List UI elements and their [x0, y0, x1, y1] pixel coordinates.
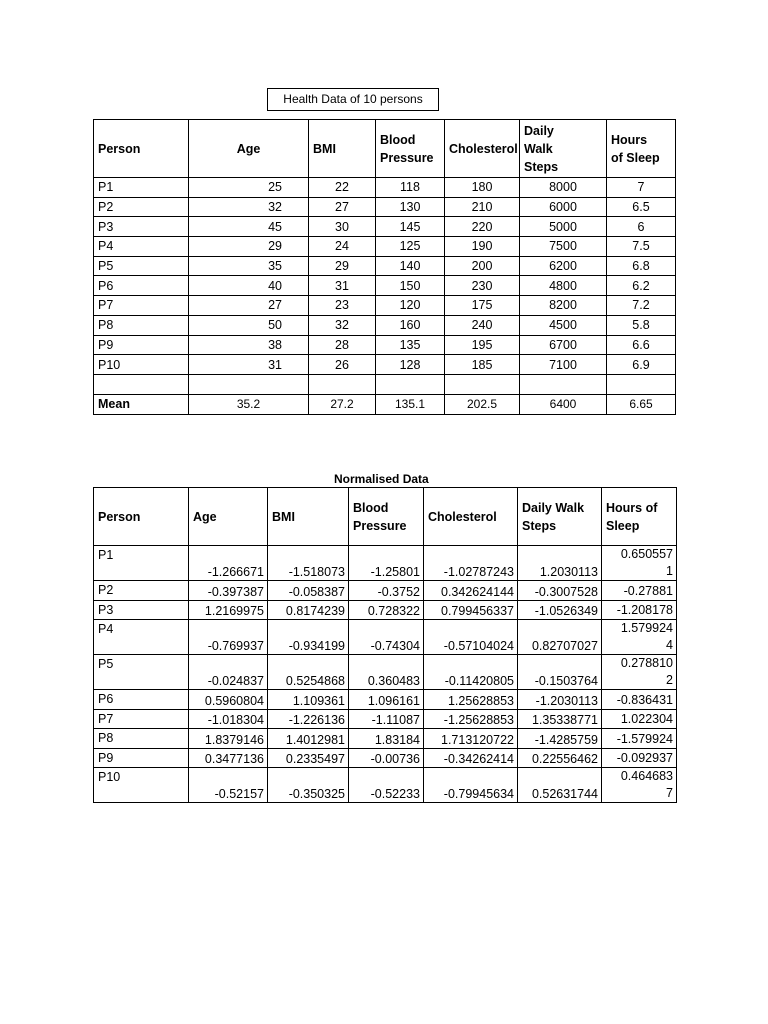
cell-hours-of-sleep: 1.579924 4: [602, 620, 677, 655]
cell-cholesterol: -1.25628853: [424, 709, 518, 729]
cell-bmi: 1.109361: [268, 690, 349, 710]
cell-cholesterol: 1.25628853: [424, 690, 518, 710]
cell-hours-of-sleep: 7.2: [607, 296, 676, 316]
table-row: [94, 178, 676, 198]
cell-daily-walk-steps: 1.35338771: [518, 709, 602, 729]
cell-age: -0.024837: [189, 655, 268, 690]
cell-person: P1: [94, 178, 189, 198]
cell-age: 50: [189, 315, 309, 335]
cell-bmi: 0.5254868: [268, 655, 349, 690]
cell-blood-pressure: 0.728322: [349, 600, 424, 620]
header-person: Person: [94, 488, 189, 546]
cell-daily-walk-steps: 8200: [520, 296, 607, 316]
cell-daily-walk-steps: 0.52631744: [518, 768, 602, 803]
cell-cholesterol: 230: [445, 276, 520, 296]
cell-hours-of-sleep: -1.579924: [602, 729, 677, 749]
cell-cholesterol: 190: [445, 237, 520, 257]
header-cholesterol: Cholesterol: [424, 488, 518, 546]
cell-age: 35: [189, 256, 309, 276]
cell-hours-of-sleep: 0.464683 7: [602, 768, 677, 803]
table-row: [94, 729, 677, 749]
cell-bmi: 1.4012981: [268, 729, 349, 749]
mean-cholesterol: 202.5: [445, 394, 520, 414]
table-row: [94, 355, 676, 375]
cell-daily-walk-steps: -0.1503764: [518, 655, 602, 690]
cell-bmi: 24: [309, 237, 376, 257]
header-cholesterol: Cholesterol: [445, 120, 520, 178]
cell-cholesterol: 220: [445, 217, 520, 237]
cell-person: P10: [94, 355, 189, 375]
cell-blood-pressure: -0.52233: [349, 768, 424, 803]
cell-person: P8: [94, 315, 189, 335]
table-row: [94, 709, 677, 729]
health-header-row: [94, 120, 676, 178]
cell-bmi: -0.350325: [268, 768, 349, 803]
cell-bmi: 32: [309, 315, 376, 335]
cell-daily-walk-steps: 5000: [520, 217, 607, 237]
cell-hours-of-sleep: 6.5: [607, 197, 676, 217]
cell-daily-walk-steps: 0.82707027: [518, 620, 602, 655]
cell-person: P2: [94, 197, 189, 217]
table-row: [94, 217, 676, 237]
cell-age: -1.266671: [189, 546, 268, 581]
normalised-data-table: [93, 487, 677, 803]
cell-hours-of-sleep: 7.5: [607, 237, 676, 257]
table-row: [94, 600, 677, 620]
mean-label: Mean: [94, 394, 189, 414]
mean-blood-pressure: 135.1: [376, 394, 445, 414]
table-row: [94, 296, 676, 316]
cell-person: P7: [94, 296, 189, 316]
cell-blood-pressure: 118: [376, 178, 445, 198]
cell-hours-of-sleep: 5.8: [607, 315, 676, 335]
cell-cholesterol: 0.799456337: [424, 600, 518, 620]
cell-person: P8: [94, 729, 189, 749]
cell-person: P5: [94, 655, 189, 690]
cell-cholesterol: 0.342624144: [424, 581, 518, 601]
mean-daily-walk-steps: 6400: [520, 394, 607, 414]
cell-cholesterol: 180: [445, 178, 520, 198]
cell-cholesterol: 200: [445, 256, 520, 276]
mean-row: [94, 394, 676, 414]
cell-age: 32: [189, 197, 309, 217]
cell-person: P3: [94, 217, 189, 237]
cell-bmi: 31: [309, 276, 376, 296]
cell-blood-pressure: 150: [376, 276, 445, 296]
cell-bmi: 29: [309, 256, 376, 276]
table-row: [94, 197, 676, 217]
cell-person: P7: [94, 709, 189, 729]
header-daily-walk-steps: Daily Walk Steps: [520, 120, 607, 178]
table-row: [94, 655, 677, 690]
table-row: [94, 546, 677, 581]
table-row: [94, 256, 676, 276]
cell-blood-pressure: -0.74304: [349, 620, 424, 655]
cell-daily-walk-steps: 6000: [520, 197, 607, 217]
mean-bmi: 27.2: [309, 394, 376, 414]
cell-person: P10: [94, 768, 189, 803]
empty-row: [94, 374, 676, 394]
cell-bmi: 0.2335497: [268, 748, 349, 768]
normalised-data-title: Normalised Data: [334, 472, 429, 486]
cell-bmi: 30: [309, 217, 376, 237]
cell-hours-of-sleep: 6.6: [607, 335, 676, 355]
cell-hours-of-sleep: 0.650557 1: [602, 546, 677, 581]
header-daily-walk-steps: Daily Walk Steps: [518, 488, 602, 546]
cell-cholesterol: 185: [445, 355, 520, 375]
cell-age: 1.2169975: [189, 600, 268, 620]
cell-age: 0.5960804: [189, 690, 268, 710]
cell-bmi: 26: [309, 355, 376, 375]
cell-person: P2: [94, 581, 189, 601]
cell-person: P6: [94, 690, 189, 710]
table-row: [94, 581, 677, 601]
cell-hours-of-sleep: 6.9: [607, 355, 676, 375]
header-blood-pressure: Blood Pressure: [349, 488, 424, 546]
cell-age: 29: [189, 237, 309, 257]
cell-bmi: 0.8174239: [268, 600, 349, 620]
table-row: [94, 748, 677, 768]
cell-blood-pressure: 140: [376, 256, 445, 276]
cell-daily-walk-steps: 8000: [520, 178, 607, 198]
cell-blood-pressure: 0.360483: [349, 655, 424, 690]
header-bmi: BMI: [309, 120, 376, 178]
table-row: [94, 315, 676, 335]
header-age: Age: [189, 488, 268, 546]
cell-blood-pressure: -1.11087: [349, 709, 424, 729]
cell-hours-of-sleep: 6.8: [607, 256, 676, 276]
cell-cholesterol: -0.57104024: [424, 620, 518, 655]
cell-blood-pressure: -0.3752: [349, 581, 424, 601]
cell-daily-walk-steps: 7100: [520, 355, 607, 375]
cell-person: P4: [94, 620, 189, 655]
cell-cholesterol: 210: [445, 197, 520, 217]
cell-bmi: -1.518073: [268, 546, 349, 581]
normalised-header-row: [94, 488, 677, 546]
cell-daily-walk-steps: 6200: [520, 256, 607, 276]
cell-cholesterol: -0.79945634: [424, 768, 518, 803]
cell-bmi: -0.934199: [268, 620, 349, 655]
mean-hours-of-sleep: 6.65: [607, 394, 676, 414]
cell-bmi: 28: [309, 335, 376, 355]
cell-person: P9: [94, 748, 189, 768]
cell-hours-of-sleep: -1.208178: [602, 600, 677, 620]
cell-hours-of-sleep: -0.27881: [602, 581, 677, 601]
cell-age: 1.8379146: [189, 729, 268, 749]
cell-age: 45: [189, 217, 309, 237]
cell-age: 0.3477136: [189, 748, 268, 768]
table-row: [94, 276, 676, 296]
cell-bmi: 23: [309, 296, 376, 316]
mean-age: 35.2: [189, 394, 309, 414]
cell-bmi: -0.058387: [268, 581, 349, 601]
table-row: [94, 690, 677, 710]
cell-cholesterol: 175: [445, 296, 520, 316]
cell-blood-pressure: 130: [376, 197, 445, 217]
header-bmi: BMI: [268, 488, 349, 546]
header-blood-pressure: Blood Pressure: [376, 120, 445, 178]
cell-blood-pressure: 1.83184: [349, 729, 424, 749]
cell-cholesterol: 195: [445, 335, 520, 355]
cell-age: -0.397387: [189, 581, 268, 601]
health-data-title: Health Data of 10 persons: [267, 88, 439, 111]
cell-bmi: -1.226136: [268, 709, 349, 729]
cell-blood-pressure: 135: [376, 335, 445, 355]
cell-hours-of-sleep: 6: [607, 217, 676, 237]
cell-blood-pressure: 145: [376, 217, 445, 237]
cell-daily-walk-steps: -0.3007528: [518, 581, 602, 601]
cell-cholesterol: -0.34262414: [424, 748, 518, 768]
cell-hours-of-sleep: 0.278810 2: [602, 655, 677, 690]
header-age: Age: [189, 120, 309, 178]
cell-person: P3: [94, 600, 189, 620]
cell-blood-pressure: 1.096161: [349, 690, 424, 710]
table-row: [94, 335, 676, 355]
cell-age: -0.769937: [189, 620, 268, 655]
cell-blood-pressure: 120: [376, 296, 445, 316]
cell-blood-pressure: -1.25801: [349, 546, 424, 581]
cell-age: -0.52157: [189, 768, 268, 803]
cell-age: 27: [189, 296, 309, 316]
cell-hours-of-sleep: 6.2: [607, 276, 676, 296]
cell-daily-walk-steps: 6700: [520, 335, 607, 355]
cell-cholesterol: -1.02787243: [424, 546, 518, 581]
cell-cholesterol: 240: [445, 315, 520, 335]
table-row: [94, 620, 677, 655]
header-person: Person: [94, 120, 189, 178]
header-hours-of-sleep: Hours of Sleep: [607, 120, 676, 178]
health-data-table: [93, 119, 676, 415]
cell-age: -1.018304: [189, 709, 268, 729]
cell-hours-of-sleep: -0.092937: [602, 748, 677, 768]
cell-daily-walk-steps: 1.2030113: [518, 546, 602, 581]
header-hours-of-sleep: Hours of Sleep: [602, 488, 677, 546]
cell-blood-pressure: 128: [376, 355, 445, 375]
cell-daily-walk-steps: 0.22556462: [518, 748, 602, 768]
cell-bmi: 22: [309, 178, 376, 198]
cell-daily-walk-steps: 4800: [520, 276, 607, 296]
cell-blood-pressure: -0.00736: [349, 748, 424, 768]
cell-blood-pressure: 125: [376, 237, 445, 257]
cell-hours-of-sleep: 7: [607, 178, 676, 198]
cell-daily-walk-steps: -1.2030113: [518, 690, 602, 710]
cell-person: P1: [94, 546, 189, 581]
cell-age: 31: [189, 355, 309, 375]
cell-cholesterol: 1.713120722: [424, 729, 518, 749]
table-row: [94, 768, 677, 803]
cell-age: 25: [189, 178, 309, 198]
cell-daily-walk-steps: 4500: [520, 315, 607, 335]
cell-age: 40: [189, 276, 309, 296]
cell-blood-pressure: 160: [376, 315, 445, 335]
cell-person: P4: [94, 237, 189, 257]
table-row: [94, 237, 676, 257]
cell-daily-walk-steps: -1.4285759: [518, 729, 602, 749]
cell-bmi: 27: [309, 197, 376, 217]
cell-cholesterol: -0.11420805: [424, 655, 518, 690]
cell-hours-of-sleep: -0.836431: [602, 690, 677, 710]
cell-person: P9: [94, 335, 189, 355]
cell-person: P5: [94, 256, 189, 276]
cell-hours-of-sleep: 1.022304: [602, 709, 677, 729]
cell-person: P6: [94, 276, 189, 296]
cell-age: 38: [189, 335, 309, 355]
cell-daily-walk-steps: 7500: [520, 237, 607, 257]
cell-daily-walk-steps: -1.0526349: [518, 600, 602, 620]
